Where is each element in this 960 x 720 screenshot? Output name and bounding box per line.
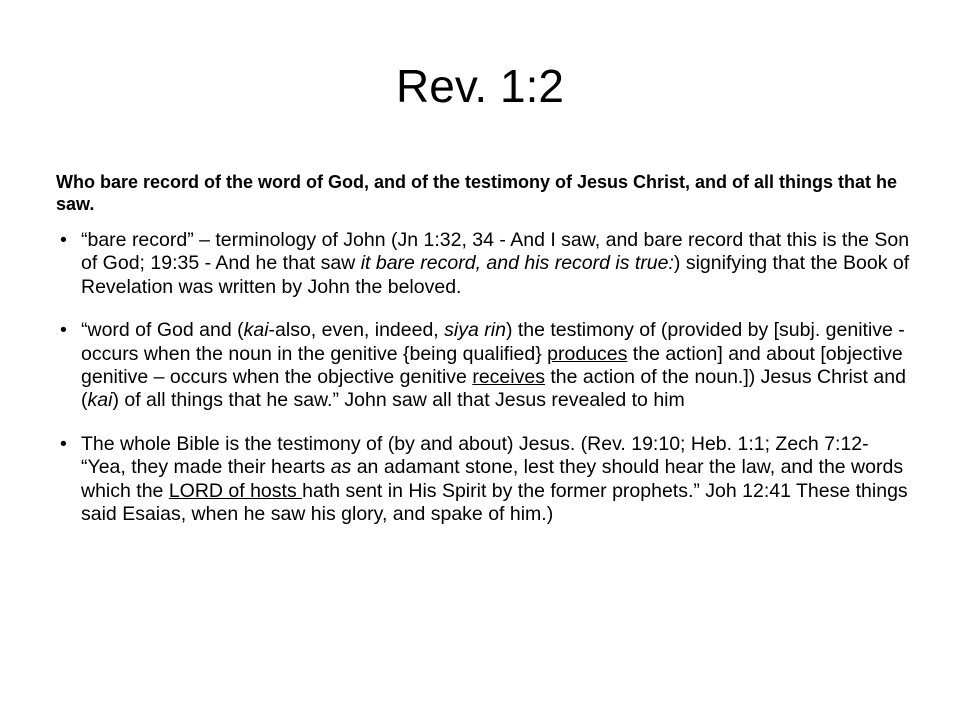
bullet-text: an adamant stone, lest they should hear the law, and the words which the [81,456,904,502]
bullet-item-whole-bible [56,433,916,527]
bullet-icon: • [60,432,67,455]
bullet-text-underlined: receives [472,365,545,388]
bullet-text: hath sent in His Spirit by the former prophets.” Joh 12:41 These things said Esaias, when he saw his glory, and spake of him.) [81,479,908,525]
bullet-text-italic: kai [243,319,269,342]
bullet-text-underlined: produces [547,342,628,365]
bullet-text: ) the testimony of (provided by [subj. genitive - occurs when the noun in the genitive {being qualified} [81,319,905,365]
bullet-text: ) signifying that the Book of Revelation was written by John the beloved. [81,252,910,298]
bullet-item-word-of-god [56,319,916,413]
bullet-text: “word of God and ( [81,319,244,342]
bullet-list [56,229,916,546]
bullet-text-italic: as [330,456,352,479]
bullet-icon: • [60,229,67,251]
verse-intro: Who bare record of the word of God, and of the testimony of Jesus Christ, and of all things that he saw. [56,172,898,214]
bullet-text-italic: kai [87,389,113,412]
bullet-text: The whole Bible is the testimony of (by and about) Jesus. (Rev. 19:10; Heb. 1:1; Zech 7:12- “Yea, they made their hearts [81,432,869,479]
bullet-text: “bare record” – terminology of John (Jn 1:32, 34 - And I saw, and bare record that this is the Son of God; 19:35 - And he that saw [81,229,910,275]
bullet-text: the action of the noun.]) Jesus Christ and ( [81,365,906,412]
bullet-text-underlined: LORD of hosts [168,479,303,502]
slide-title: Rev. 1:2 [396,60,564,112]
bullet-text-italic: siya rin [444,319,506,342]
bullet-icon: • [60,319,67,342]
bullet-text: -also, even, indeed, [268,319,445,342]
bullet-item-bare-record [56,229,916,299]
bullet-text: the action] and about [objective genitive – occurs when the objective genitive [81,342,903,388]
bullet-text: ) of all things that he saw.” John saw all that Jesus revealed to him [112,389,685,412]
bullet-text-italic: it bare record, and his record is true: [360,252,674,275]
